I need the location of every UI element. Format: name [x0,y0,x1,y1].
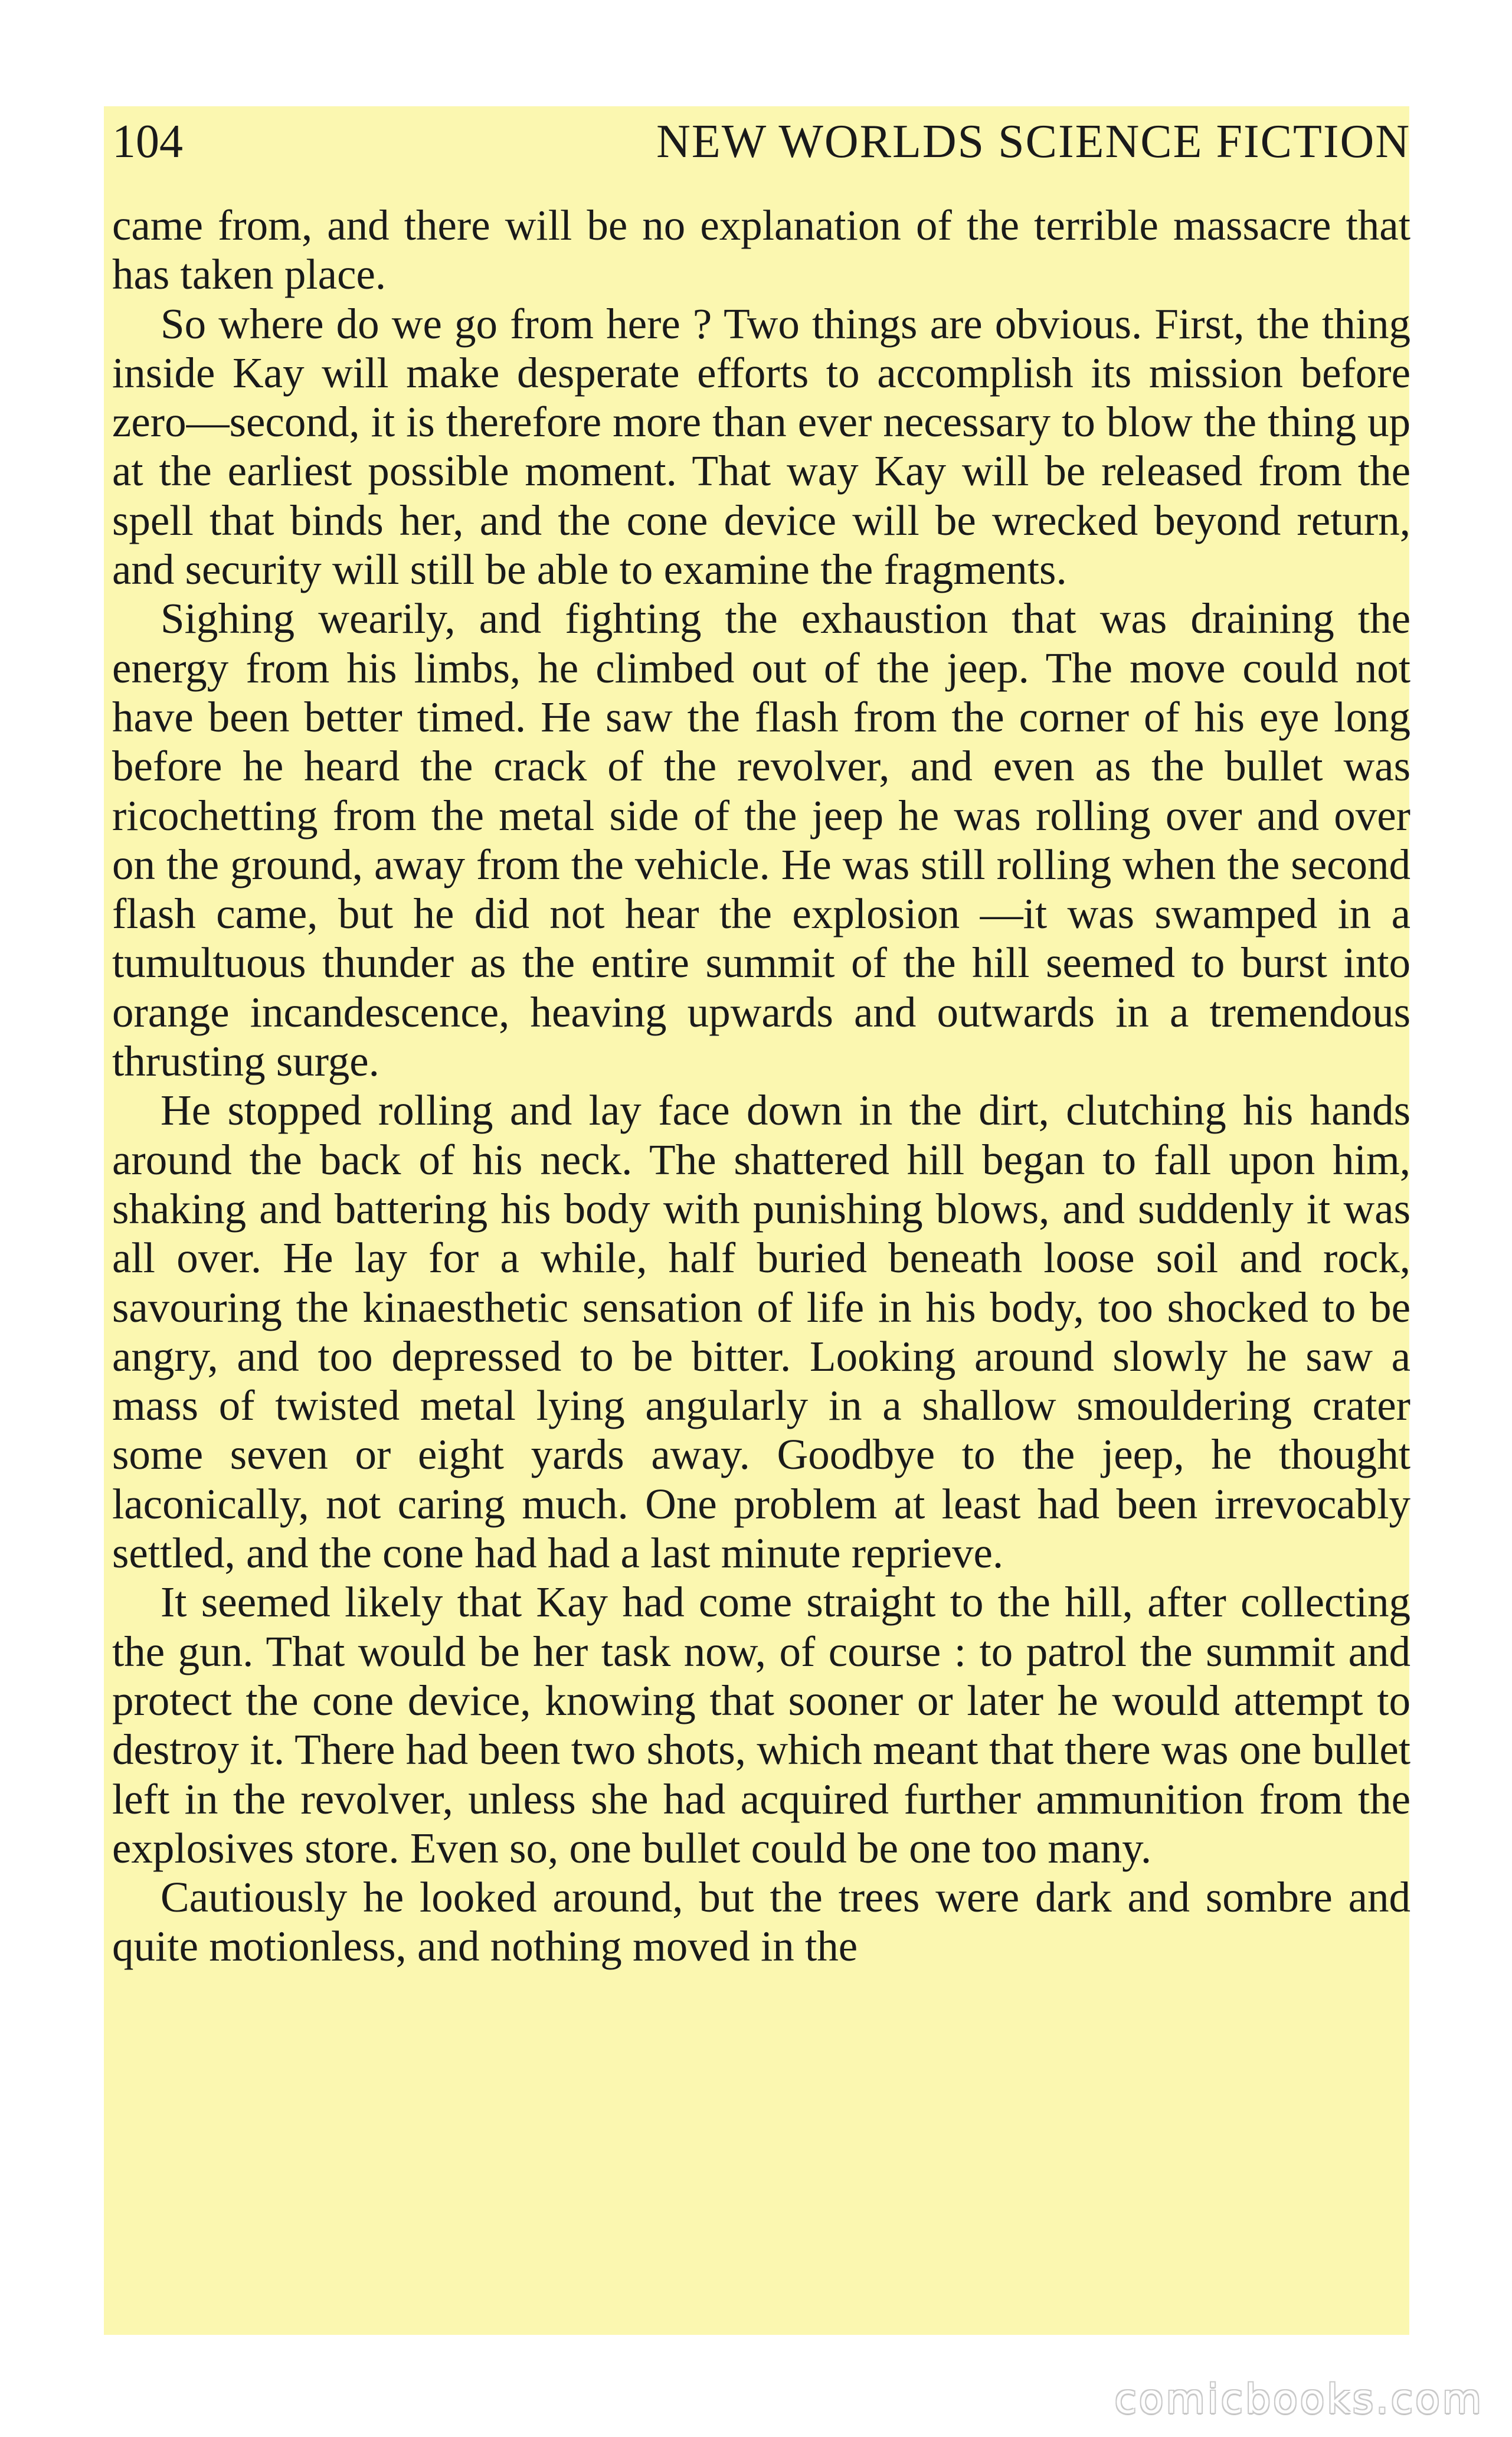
paragraph: Cautiously he looked around, but the trees were dark and sombre and quite motionless, and nothing moved in the [112,1873,1410,1971]
paragraph: Sighing wearily, and fighting the exhaustion that was draining the energy from his limbs, he climbed out of the jeep. The move could not have been better timed. He saw the flash from the corner of his eye long before he heard the crack of the revolver, and even as the bullet was ricochetting from the metal side of the jeep he was rolling over and over on the ground, away from the vehicle. He was still rolling when the second flash came, but he did not hear the explosion —it was swamped in a tumultuous thunder as the entire summit of the hill seemed to burst into orange incandescence, heaving upwards and outwards in a tremendous thrusting surge. [112,594,1410,1086]
story-text [112,201,1410,1971]
running-title: NEW WORLDS SCIENCE FICTION [656,116,1410,168]
site-watermark: comicbooks.com [1114,2376,1484,2423]
paragraph: So where do we go from here ? Two things are obvious. First, the thing inside Kay will make desperate efforts to accomplish its mission before zero—second, it is therefore more than ever necessary to blow the thing up at the earliest possible moment. That way Kay will be released from the spell that binds her, and the cone device will be wrecked beyond return, and security will still be able to examine the fragments. [112,299,1410,594]
paragraph: came from, and there will be no explanation of the terrible massacre that has taken place. [112,201,1410,299]
paragraph: He stopped rolling and lay face down in the dirt, clutching his hands around the back of his neck. The shattered hill began to fall upon him, shaking and battering his body with punishing blows, and suddenly it was all over. He lay for a while, half buried beneath loose soil and rock, savouring the kinaesthetic sensation of life in his body, too shocked to be angry, and too depressed to be bitter. Looking around slowly he saw a mass of twisted metal lying angularly in a shallow smouldering crater some seven or eight yards away. Goodbye to the jeep, he thought laconically, not caring much. One problem at least had been irrevocably settled, and the cone had had a last minute reprieve. [112,1086,1410,1577]
page-header [112,106,1410,177]
page-number: 104 [112,116,183,168]
paragraph: It seemed likely that Kay had come straight to the hill, after collecting the gun. That would be her task now, of course : to patrol the summit and protect the cone device, knowing that sooner or later he would attempt to destroy it. There had been two shots, which meant that there was one bullet left in the revolver, unless she had acquired further ammunition from the explosives store. Even so, one bullet could be one too many. [112,1578,1410,1872]
